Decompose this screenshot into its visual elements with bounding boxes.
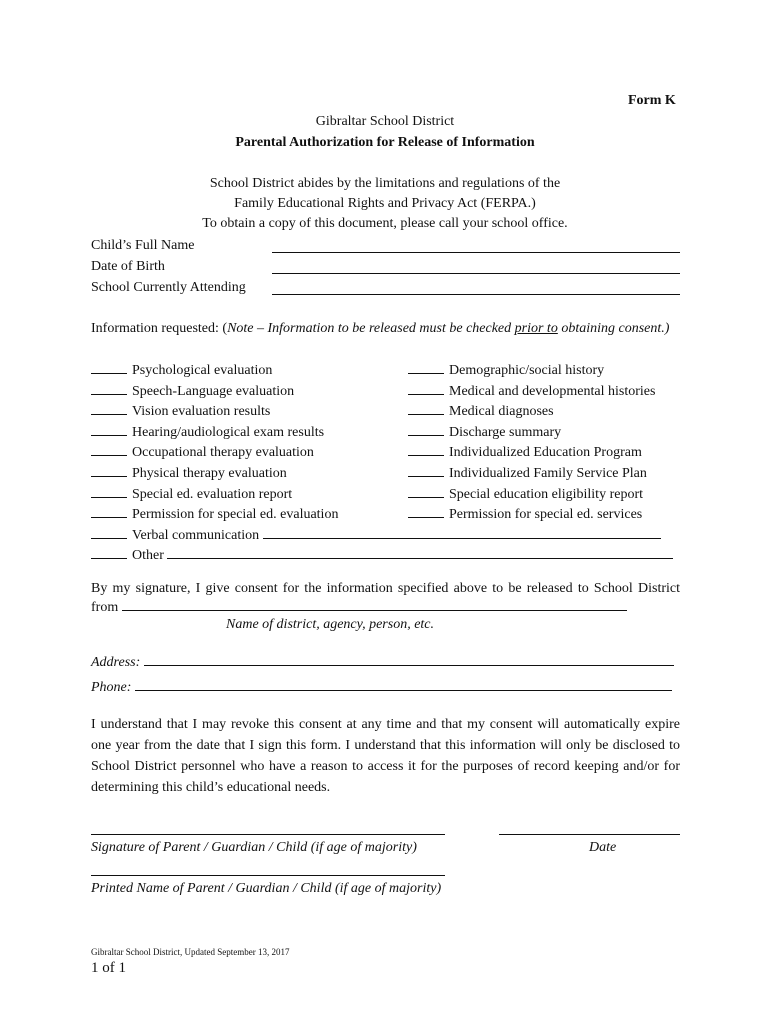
printed-name-label: Printed Name of Parent / Guardian / Child (if age of majority) <box>91 881 442 896</box>
checklist-item[interactable] <box>408 485 643 503</box>
address-row <box>91 653 674 671</box>
check-blank[interactable] <box>408 443 444 456</box>
consent-text: By my signature, I give consent for the information specified above to be released to School District from <box>91 581 680 615</box>
info-requested-note <box>91 319 681 339</box>
checklist-label: Physical therapy evaluation <box>132 466 287 481</box>
checklist-label: Verbal communication <box>132 528 260 543</box>
check-blank[interactable] <box>408 402 444 415</box>
intro-line-1: School District abides by the limitations and regulations of the <box>209 176 561 191</box>
check-blank[interactable] <box>91 423 127 436</box>
revoke-paragraph: I understand that I may revoke this consent at any time and that my consent will automatically expire one year from the date that I sign this form. I understand that this information will only be disclosed to School District personnel who have a reason to access it for the purposes of record keeping and/or for determining this child’s educational needs. <box>91 717 680 795</box>
district-from-line[interactable] <box>122 598 627 611</box>
form-label: Form K <box>628 93 676 108</box>
phone-line[interactable] <box>135 678 672 691</box>
child-name-field[interactable] <box>272 238 680 253</box>
phone-label: Phone: <box>91 680 132 695</box>
check-blank[interactable] <box>91 382 127 395</box>
checklist-label: Vision evaluation results <box>132 404 271 419</box>
check-blank[interactable] <box>91 526 127 539</box>
check-blank[interactable] <box>408 423 444 436</box>
checklist-label: Discharge summary <box>449 425 562 440</box>
checklist-item[interactable] <box>91 382 294 400</box>
checklist-item-verbal[interactable] <box>91 526 661 544</box>
phone-row <box>91 678 672 696</box>
date-label: Date <box>589 840 617 855</box>
checklist-item[interactable] <box>408 382 655 400</box>
page-title: Parental Authorization for Release of Information <box>235 135 535 150</box>
check-blank[interactable] <box>408 505 444 518</box>
checklist-label: Psychological evaluation <box>132 363 273 378</box>
checklist-item[interactable] <box>91 485 292 503</box>
checklist-item[interactable] <box>91 505 338 523</box>
checklist-label: Permission for special ed. evaluation <box>132 507 339 522</box>
check-blank[interactable] <box>91 546 127 559</box>
checklist-label: Demographic/social history <box>449 363 605 378</box>
signature-line[interactable] <box>91 833 445 835</box>
address-label: Address: <box>91 655 141 670</box>
dob-field[interactable] <box>272 259 680 274</box>
check-blank[interactable] <box>408 485 444 498</box>
checklist-item[interactable] <box>91 361 272 379</box>
checklist-label: Occupational therapy evaluation <box>132 445 314 460</box>
checklist-label: Medical diagnoses <box>449 404 554 419</box>
checklist-item[interactable] <box>91 443 314 461</box>
verbal-line[interactable] <box>263 526 661 539</box>
checklist-label: Medical and developmental histories <box>449 384 656 399</box>
checklist-item[interactable] <box>91 402 270 420</box>
district-caption: Name of district, agency, person, etc. <box>226 617 435 632</box>
checklist-item[interactable] <box>408 464 647 482</box>
district-name: Gibraltar School District <box>315 114 455 129</box>
other-line[interactable] <box>167 546 673 559</box>
checklist-label: Special ed. evaluation report <box>132 487 293 502</box>
checklist-label: Special education eligibility report <box>449 487 643 502</box>
check-blank[interactable] <box>91 505 127 518</box>
checklist-label: Permission for special ed. services <box>449 507 643 522</box>
footer-updated: Gibraltar School District, Updated September 13, 2017 <box>91 947 290 957</box>
checklist-label: Speech-Language evaluation <box>132 384 295 399</box>
note-text-prior: prior to <box>514 321 558 336</box>
note-text-c: obtaining consent.) <box>557 321 670 336</box>
signature-label: Signature of Parent / Guardian / Child (if age of majority) <box>91 840 417 855</box>
checklist-label: Other <box>132 548 164 563</box>
checklist-label: Hearing/audiological exam results <box>132 425 325 440</box>
intro-line-3: To obtain a copy of this document, please call your school office. <box>202 216 568 231</box>
school-label: School Currently Attending <box>91 280 246 295</box>
check-blank[interactable] <box>91 464 127 477</box>
page-number: 1 of 1 <box>91 960 126 976</box>
check-blank[interactable] <box>408 361 444 374</box>
checklist-item[interactable] <box>408 423 561 441</box>
date-line[interactable] <box>499 833 680 835</box>
dob-label: Date of Birth <box>91 259 165 274</box>
info-requested-prefix: Information requested: ( <box>91 321 228 336</box>
checklist-label: Individualized Family Service Plan <box>449 466 647 481</box>
checklist-item-other[interactable] <box>91 546 673 564</box>
checklist-item[interactable] <box>408 443 642 461</box>
checklist-item[interactable] <box>408 402 554 420</box>
check-blank[interactable] <box>91 485 127 498</box>
checklist-label: Individualized Education Program <box>449 445 642 460</box>
consent-paragraph <box>91 579 680 617</box>
checklist-item[interactable] <box>91 423 324 441</box>
checklist-item[interactable] <box>408 505 642 523</box>
check-blank[interactable] <box>91 443 127 456</box>
check-blank[interactable] <box>408 464 444 477</box>
school-field[interactable] <box>272 280 680 295</box>
address-line[interactable] <box>144 653 674 666</box>
child-name-label: Child’s Full Name <box>91 238 195 253</box>
check-blank[interactable] <box>91 361 127 374</box>
checklist-item[interactable] <box>91 464 287 482</box>
check-blank[interactable] <box>91 402 127 415</box>
intro-line-2: Family Educational Rights and Privacy Act (FERPA.) <box>234 196 536 211</box>
check-blank[interactable] <box>408 382 444 395</box>
checklist-item[interactable] <box>408 361 604 379</box>
printed-name-line[interactable] <box>91 874 445 876</box>
note-text-a: Note – Information to be released must be checked <box>227 321 515 336</box>
